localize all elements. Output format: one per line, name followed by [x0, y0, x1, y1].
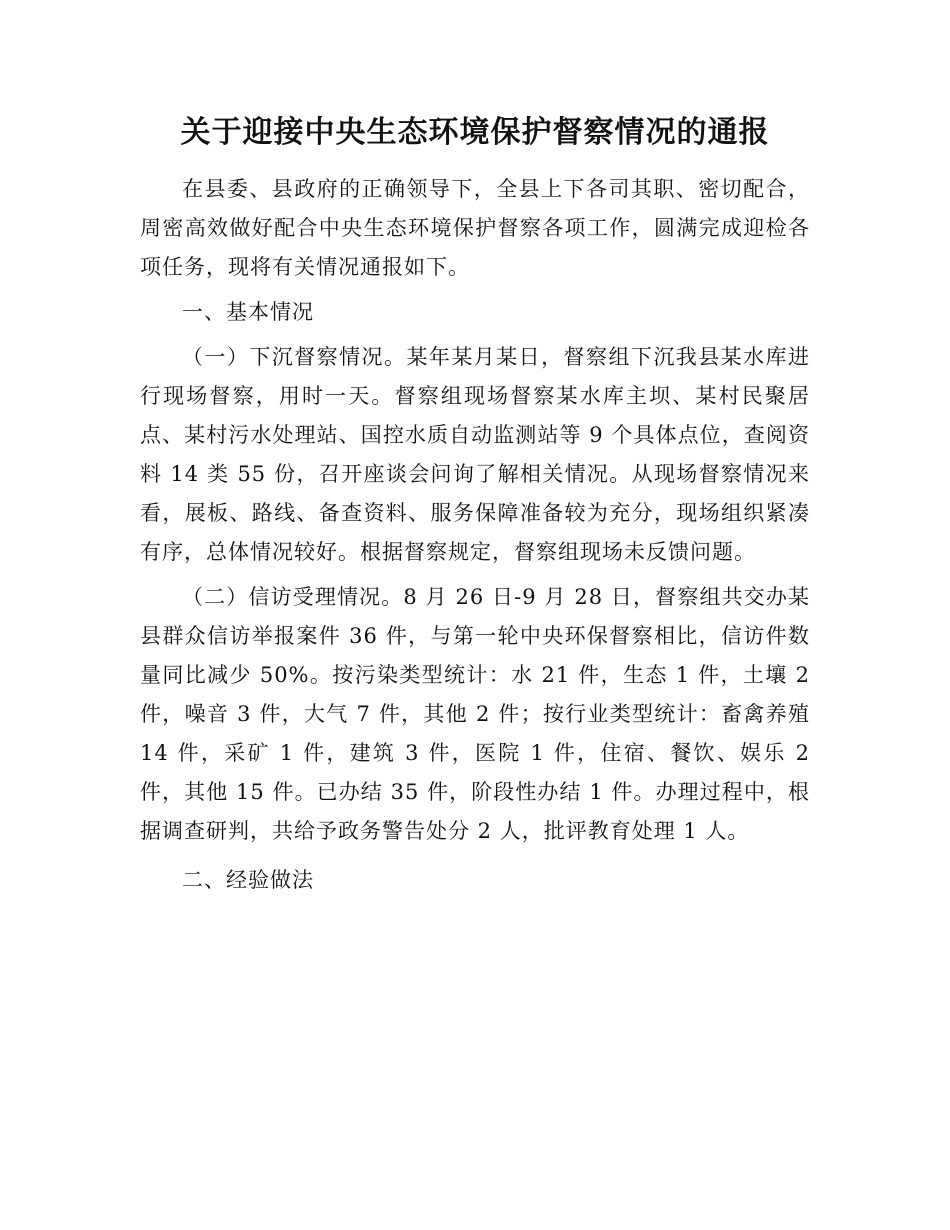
section-heading-basic-situation: 一、基本情况 [182, 300, 314, 324]
document-body [140, 170, 810, 900]
paragraph-petition-situation: （二）信访受理情况。8 月 26 日-9 月 28 日，督察组共交办某县群众信访举报案件 36 件，与第一轮中央环保督察相比，信访件数量同比减少 50%。按污染类型统计：水 21 件，生态 1 件，土壤 2 件，噪音 3 件，大气 7 件，其他 2 件；按行业类型统计：畜禽养殖 14 件，采矿 1 件，建筑 3 件，医院 1 件，住宿、餐饮、娱乐 2 件，其他 15 件。已办结 35 件，阶段性办结 1 件。办理过程中，根据调查研判，共给予政务警告处分 2 人，批评教育处理 1 人。 [140, 585, 810, 843]
document-title: 关于迎接中央生态环境保护督察情况的通报 [180, 115, 770, 150]
section-heading-experience: 二、经验做法 [182, 868, 314, 892]
paragraph-inspection-situation: （一）下沉督察情况。某年某月某日，督察组下沉我县某水库进行现场督察，用时一天。督察组现场督察某水库主坝、某村民聚居点、某村污水处理站、国控水质自动监测站等 9 个具体点位，查阅资料 14 类 55 份，召开座谈会问询了解相关情况。从现场督察情况来看，展板、路线、备查资料、服务保障准备较为充分，现场组织紧凑有序，总体情况较好。根据督察规定，督察组现场未反馈问题。 [140, 345, 810, 564]
intro-paragraph: 在县委、县政府的正确领导下，全县上下各司其职、密切配合，周密高效做好配合中央生态环境保护督察各项工作，圆满完成迎检各项任务，现将有关情况通报如下。 [140, 177, 810, 279]
